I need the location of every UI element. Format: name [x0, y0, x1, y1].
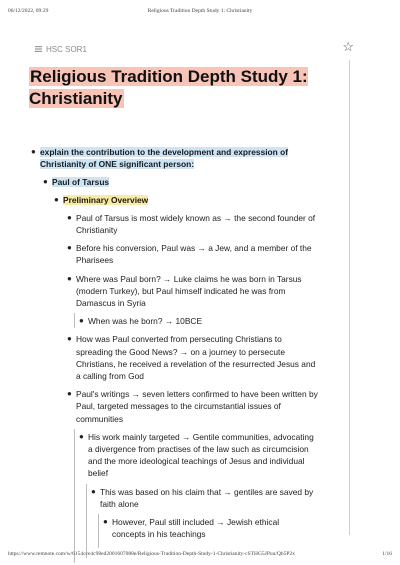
- list-item[interactable]: [91, 486, 320, 510]
- star-icon[interactable]: ☆: [342, 39, 354, 54]
- page-title: [29, 66, 329, 110]
- outline-item-text: This was based on his claim that → gentiles are saved by faith alone: [100, 486, 314, 509]
- print-footer: [8, 551, 392, 557]
- outline-item-text: When was he born? → 10BCE: [88, 316, 203, 327]
- outline-item-text: Where was Paul born? → Luke claims he was born in Tarsus (modern Turkey), but Paul himself indicated he was from Damascus in Syria: [76, 273, 302, 309]
- bullet[interactable]: ●: [103, 517, 108, 527]
- list-item[interactable]: [67, 273, 320, 310]
- print-datetime: 06/12/2022, 09:29: [8, 8, 49, 14]
- outline-root-text: explain the contribution to the development and expression of Christianity of ONE significant person:: [40, 147, 289, 170]
- breadcrumb[interactable]: [35, 45, 87, 54]
- print-doc-title: Religious Tradition Depth Study 1: Christianity: [147, 8, 253, 14]
- outline-person-text: Paul of Tarsus: [52, 177, 110, 188]
- bullet[interactable]: ●: [79, 316, 84, 326]
- print-url: https://www.remnote.com/w/6154cce4c98ed2001607088e/Religious-Tradition-Depth-Study-1-Christianity-cSTHG5JPuu/Qb5P2x: [8, 551, 295, 557]
- list-item[interactable]: [67, 333, 320, 382]
- outline-item-text: How was Paul converted from persecuting Christians to spreading the Good News? → on a journey to persecute Christians, he received a revelation of the resurrected Jesus and a calling from God: [76, 334, 316, 382]
- bullet[interactable]: ●: [31, 147, 36, 156]
- list-item[interactable]: [79, 431, 320, 480]
- bullet[interactable]: ●: [67, 243, 72, 253]
- bullet[interactable]: ●: [91, 486, 96, 496]
- top-bar: [35, 39, 354, 56]
- outline-item-text: Paul of Tarsus is most widely known as → the second founder of Christianity: [76, 212, 316, 236]
- list-item[interactable]: [67, 212, 320, 236]
- outline-item-text: His work mainly targeted → Gentile communities, advocating a divergence from practises of the law such as circumcision and the more ideological teachings of Jesus and individual belief: [88, 431, 314, 479]
- print-page-number: 1/16: [382, 551, 392, 557]
- bullet[interactable]: ●: [43, 177, 48, 187]
- bullet[interactable]: ●: [67, 273, 72, 283]
- indent-guide: [98, 514, 99, 548]
- bullet[interactable]: ●: [67, 212, 72, 222]
- bullet[interactable]: ●: [54, 194, 59, 204]
- indent-guide: [74, 313, 75, 328]
- list-item[interactable]: [67, 242, 320, 266]
- list-item[interactable]: [79, 315, 320, 327]
- outline-item-text: Paul's writings → seven letters confirmed to have been written by Paul, targeted messages to the circumstantial issues of communities: [76, 389, 318, 424]
- list-item[interactable]: [43, 176, 330, 188]
- indent-guide: [74, 429, 75, 563]
- bullet[interactable]: ●: [67, 334, 72, 344]
- list-item[interactable]: [67, 388, 320, 425]
- outline-item-text: Before his conversion, Paul was → a Jew, and a member of the Pharisees: [76, 243, 312, 266]
- outline-item-text: However, Paul still included → Jewish ethical concepts in his teachings: [112, 517, 280, 540]
- page-title-text: Religious Tradition Depth Study 1: Christianity: [29, 67, 308, 108]
- bullet[interactable]: ●: [67, 389, 72, 399]
- list-item[interactable]: [103, 516, 312, 540]
- document-outline: [30, 146, 330, 540]
- breadcrumb-label: HSC SOR1: [46, 44, 87, 54]
- page-divider: [349, 60, 350, 535]
- outline-section-text: Preliminary Overview: [63, 194, 149, 205]
- indent-guide: [86, 484, 87, 558]
- bullet[interactable]: ●: [79, 431, 84, 441]
- document-stack-icon: [35, 46, 42, 52]
- print-header: [8, 8, 392, 14]
- list-item[interactable]: [31, 146, 330, 170]
- list-item[interactable]: [54, 194, 330, 206]
